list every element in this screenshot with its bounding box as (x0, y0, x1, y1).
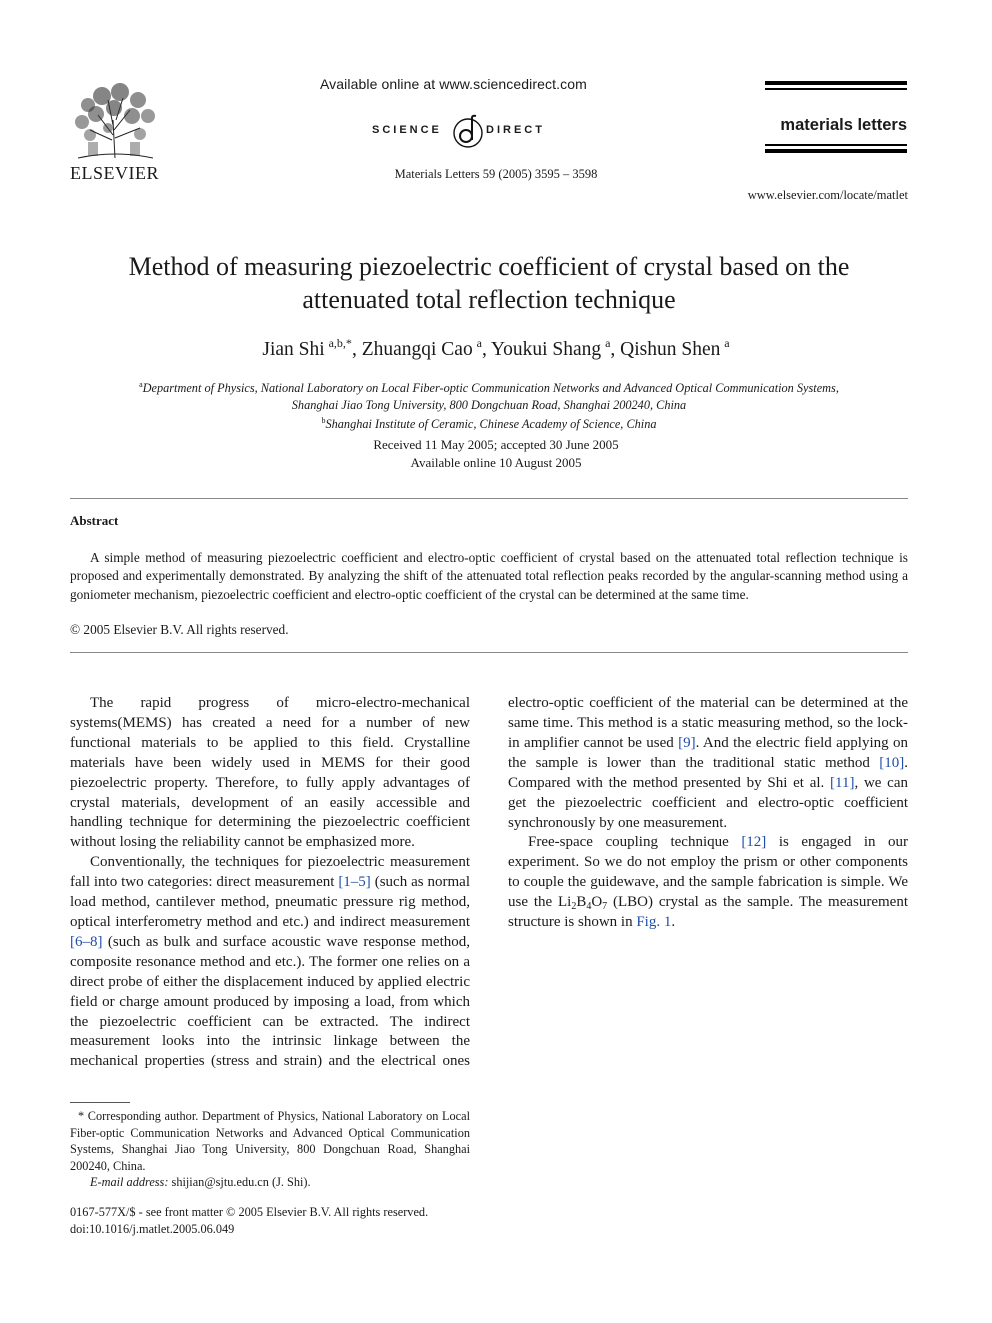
author-separator: , (481, 339, 491, 360)
body-paragraph (70, 853, 470, 1074)
online-date: Available online 10 August 2005 (410, 455, 582, 470)
masthead-rule (765, 149, 907, 153)
reference-link[interactable]: [1–5] (338, 874, 371, 891)
journal-citation: Materials Letters 59 (2005) 3595 – 3598 (394, 167, 598, 181)
affiliation-a (70, 377, 908, 433)
body-paragraph (508, 694, 908, 833)
text-run: . And the electric field applying on the sample is lower than the traditional static method (508, 734, 908, 771)
doi-line[interactable]: doi:10.1016/j.matlet.2005.06.049 (70, 1222, 235, 1236)
reference-link[interactable]: [6–8] (70, 933, 103, 950)
author-name: Jian Shi (262, 339, 325, 360)
author-affiliation-mark[interactable]: a (476, 336, 482, 350)
text-run: . Compared with the method presented by Shi et al. (508, 754, 908, 791)
journal-name: materials letters (780, 116, 907, 134)
subscript: 2 (571, 901, 577, 913)
text-run: (such as bulk and surface acoustic wave response method, composite resonance method and etc.). The former one relies on a direct probe of either the displacement induced by applied electric field or charge amount produced by imposing a load, from which the piezoelectric coefficient can be extracted. The indirect measurement looks into the intrinsic linkage between the mechanical properties (stress and strain) and the electrical ones (70, 933, 470, 1070)
author-list (0, 336, 992, 361)
author-affiliation-mark[interactable]: a (724, 336, 730, 350)
masthead-rule (765, 144, 907, 146)
article-dates (0, 436, 992, 472)
author-name: Zhuangqi Cao (361, 339, 473, 360)
text-run: is engaged in our experiment. So we do not employ the prism or other components to couple the guidewave, and the sample fabrication is simple. We use the Li (508, 834, 908, 911)
text-run: . (671, 914, 676, 931)
body-paragraph (508, 833, 908, 933)
author-affiliation-mark[interactable]: a (605, 336, 611, 350)
journal-url[interactable]: www.elsevier.com/locate/matlet (747, 188, 908, 202)
publisher-name: ELSEVIER (70, 163, 159, 183)
affiliation-text: Department of Physics, National Laboratory on Local Fiber-optic Communication Networks and Advanced Optical Communication Systems, (142, 381, 839, 395)
article-title (70, 250, 908, 316)
text-run: B (576, 894, 587, 911)
reference-link[interactable]: [11] (830, 774, 855, 791)
author-name: Qishun Shen (620, 339, 721, 360)
footnote-rule (70, 1102, 130, 1103)
divider (70, 652, 908, 653)
footnote (70, 1108, 470, 1191)
email-label: E-mail address: (90, 1175, 169, 1189)
title-line: attenuated total reflection technique (302, 285, 676, 314)
text-run: (LBO) crystal as the sample. The measurement structure is shown in (508, 894, 908, 931)
subscript: 4 (586, 901, 592, 913)
copyright: © 2005 Elsevier B.V. All rights reserved. (70, 622, 289, 637)
email-address[interactable]: shijian@sjtu.edu.cn (J. Shi). (168, 1175, 311, 1189)
sciencedirect-logo (372, 114, 557, 150)
abstract-paragraph: A simple method of measuring piezoelectric coefficient and electro-optic coefficient of crystal based on the attenuated total reflection technique is proposed and experimentally demonstrated. By analyzing the shift of the attenuated total reflection peaks recorded by the angular-scanning method using a goniometer mechanism, piezoelectric coefficient and electro-optic coefficient of the crystal can be determined at the same time. (70, 550, 908, 602)
email-note (70, 1174, 470, 1191)
affiliation-mark: a (139, 380, 143, 389)
bottom-meta (70, 1204, 428, 1238)
body-paragraph: The rapid progress of micro-electro-mechanical systems(MEMS) has created a need for a number of new functional materials to be applied to this field. Crystalline materials have been widely used in MEMS for their good piezoelectric property. Therefore, to fully apply advantages of crystal materials, development of an easily accessible and handling technique for determining the piezoelectric coefficient without losing the reliability cannot be emphasized more. (70, 695, 470, 851)
masthead-rule (765, 88, 907, 90)
text-run: electro-optic coefficient of the material can be determined at the same time. This method is a static measuring method, so the lock-in amplifier cannot be used (508, 695, 908, 751)
author-separator: , (351, 339, 362, 360)
text-run: Free-space coupling technique (528, 834, 742, 851)
masthead-rule (765, 81, 907, 85)
text-run: Conventionally, the techniques for piezoelectric measurement fall into two categories: direct measurement (70, 854, 470, 891)
author-name: Youkui Shang (490, 339, 602, 360)
sd-right-text: DIRECT (486, 124, 545, 136)
text-run: , we can get the piezoelectric coefficient and electro-optic coefficient synchronously by one measurement. (508, 774, 908, 831)
text-run: O (591, 894, 603, 911)
reference-link[interactable]: [10] (879, 754, 905, 771)
available-online: Available online at www.sciencedirect.com (320, 76, 587, 92)
affiliation-text: Shanghai Jiao Tong University, 800 Dongchuan Road, Shanghai 200240, China (291, 397, 687, 412)
corresponding-author-note: * Corresponding author. Department of Physics, National Laboratory on Local Fiber-optic Communication Networks and Advanced Optical Communication Systems, Shanghai Jiao Tong University, 800 Dongchuan Road, Shanghai 200240, China. (70, 1109, 470, 1173)
abstract-heading: Abstract (70, 513, 119, 528)
author-affiliation-mark[interactable]: a,b,* (328, 336, 352, 350)
reference-link[interactable]: [12] (741, 834, 767, 851)
divider (70, 498, 908, 499)
reference-link[interactable]: [9] (678, 734, 696, 751)
title-line: Method of measuring piezoelectric coefficient of crystal based on the (128, 252, 850, 281)
subscript: 7 (602, 901, 608, 913)
author-separator: , (610, 339, 621, 360)
received-date: Received 11 May 2005; accepted 30 June 2005 (373, 437, 619, 452)
affiliation-text: Shanghai Institute of Ceramic, Chinese Academy of Science, China (325, 417, 657, 431)
sciencedirect-d-icon (450, 114, 486, 150)
figure-link[interactable]: Fig. 1 (636, 914, 672, 931)
issn-line: 0167-577X/$ - see front matter © 2005 Elsevier B.V. All rights reserved. (70, 1205, 429, 1219)
body-column-left (70, 694, 470, 1074)
sd-left-text: SCIENCE (372, 124, 442, 136)
affiliation-mark: b (321, 416, 326, 425)
abstract-text (70, 549, 908, 604)
body-column-right-content (508, 694, 908, 1194)
text-run: (such as normal load method, cantilever method, pneumatic pressure rig method, optical interferometry method and etc.) and indirect measurement (70, 874, 470, 930)
